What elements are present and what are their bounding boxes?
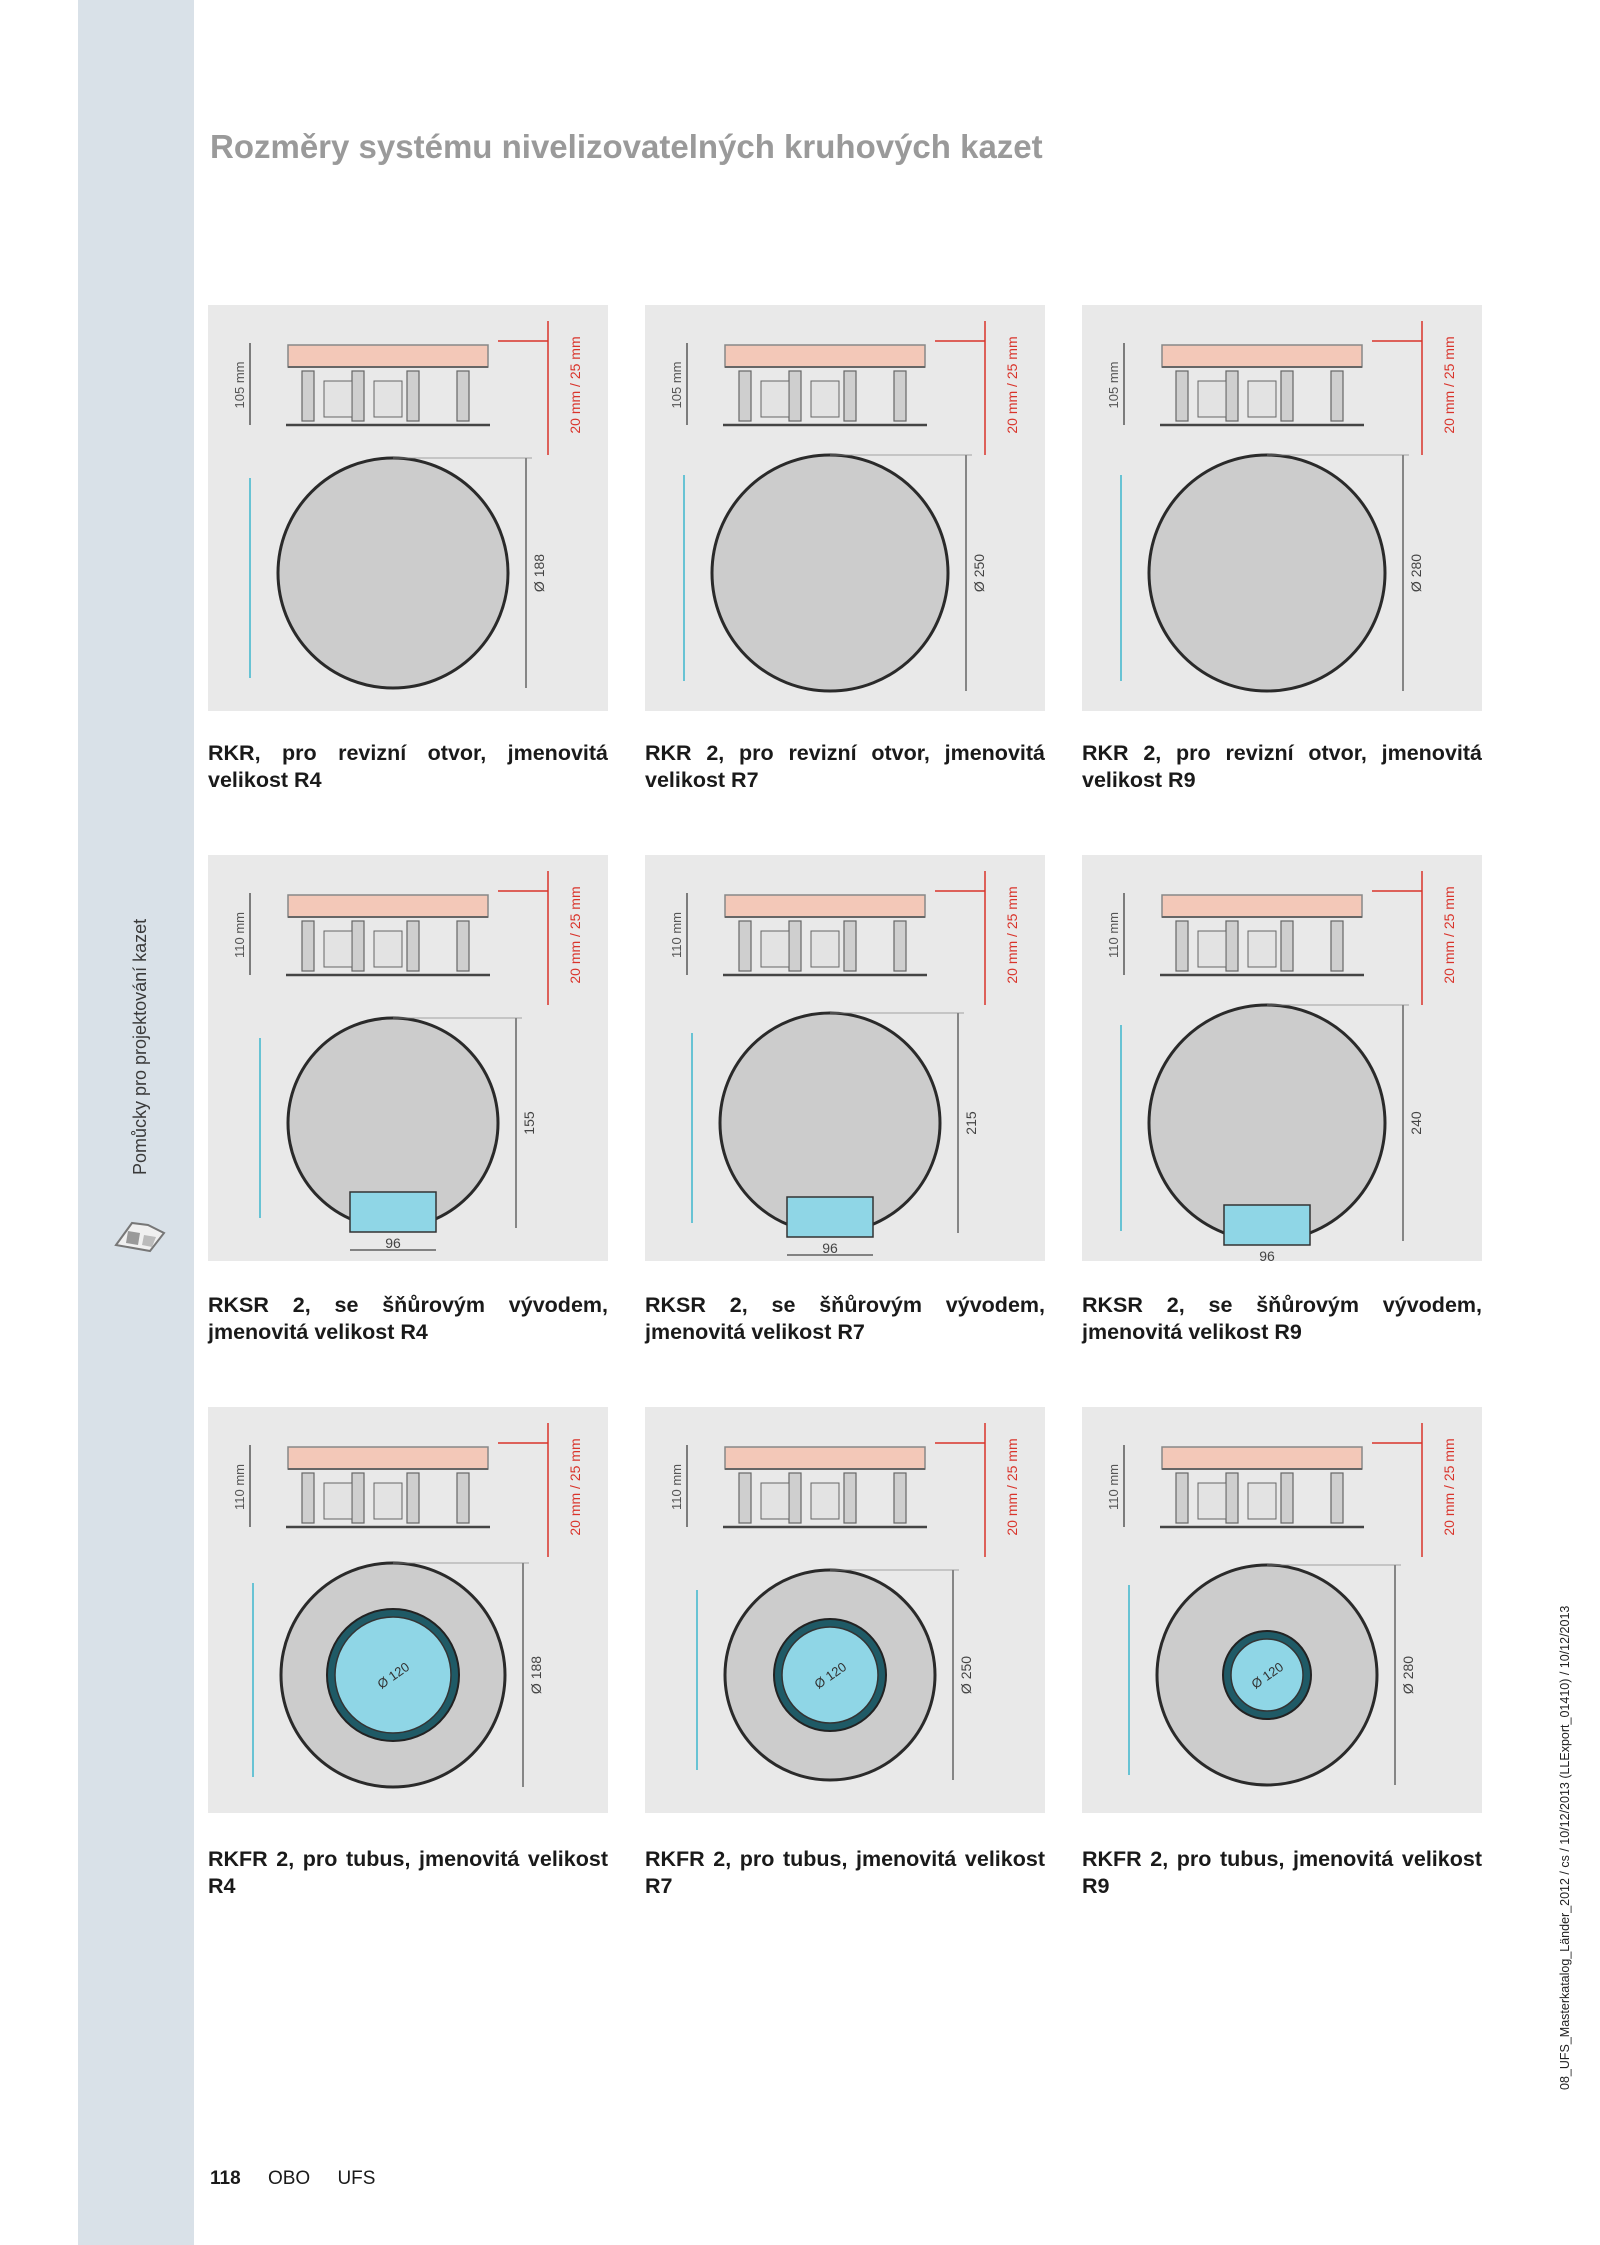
support-leg [1331,371,1343,421]
level-dimension-label: 20 mm / 25 mm [1004,336,1020,434]
figure-rkr2-r7 [645,305,1045,711]
page-footer [210,2168,397,2190]
level-dimension-label: 20 mm / 25 mm [1441,336,1457,434]
socket-module [1198,931,1226,967]
caption-rkr-r4: RKR, pro revizní otvor, jmenovitá velikost R4 [208,741,608,792]
catalog-meta: 08_UFS_Masterkatalog_Länder_2012 / cs / 10/12/2013 (LLExport_01410) / 10/12/2013 [1558,1605,1572,2090]
socket-module [761,381,789,417]
support-leg [1176,921,1188,971]
technical-drawing [645,305,1045,711]
page-title: Rozměry systému nivelizovatelných kruhových kazet [210,128,1043,165]
socket-module [324,931,352,967]
support-leg [1176,1473,1188,1523]
diameter-label: Ø 280 [1408,553,1424,593]
technical-drawing [1082,305,1482,711]
footer-brand: OBO [267,2168,311,2189]
cable-width-label: 96 [1259,1248,1275,1261]
cable-width-label: 96 [385,1235,401,1251]
support-leg [789,371,801,421]
level-dimension-label: 20 mm / 25 mm [567,886,583,984]
height-dimension-label: 105 mm [232,361,247,409]
cover-plate [725,345,925,367]
tubus-diameter-label: Ø 120 [811,1659,850,1692]
support-leg [844,921,856,971]
figure-rkfr2-r4 [208,1407,608,1813]
support-leg [1331,921,1343,971]
support-leg [844,1473,856,1523]
caption-rksr2-r4: RKSR 2, se šňůrovým vývodem, jmenovitá velikost R4 [208,1293,608,1344]
support-leg [1281,371,1293,421]
figure-rkfr2-r7 [645,1407,1045,1813]
figure-rksr2-r4 [208,855,608,1261]
socket-module [374,381,402,417]
height-dimension-label: 110 mm [669,1464,684,1510]
height-dimension-label: 110 mm [669,912,684,958]
figure-rkr2-r9 [1082,305,1482,711]
technical-drawing [1082,855,1482,1261]
support-leg [739,921,751,971]
support-leg [1226,371,1238,421]
support-leg [352,1473,364,1523]
level-dimension-label: 20 mm / 25 mm [567,336,583,434]
cable-outlet [1224,1205,1310,1245]
level-dimension-label: 20 mm / 25 mm [1441,886,1457,984]
figure-rksr2-r7 [645,855,1045,1261]
cassette-plan-circle [278,458,508,688]
cover-plate [288,895,488,917]
socket-module [1248,1483,1276,1519]
socket-module [324,1483,352,1519]
technical-drawing [208,855,608,1261]
diameter-label: 215 [963,1111,979,1135]
socket-module [374,931,402,967]
figure-rksr2-r9 [1082,855,1482,1261]
technical-drawing [645,1407,1045,1813]
support-leg [789,921,801,971]
cassette-plan-circle [712,455,948,691]
cover-plate [1162,345,1362,367]
support-leg [302,371,314,421]
socket-module [811,931,839,967]
level-dimension-label: 20 mm / 25 mm [1004,886,1020,984]
caption-rkfr2-r9: RKFR 2, pro tubus, jmenovitá velikost R9 [1082,1847,1482,1898]
support-leg [302,1473,314,1523]
technical-drawing [645,855,1045,1261]
support-leg [302,921,314,971]
diameter-label: Ø 188 [531,553,547,593]
support-leg [407,1473,419,1523]
socket-module [1248,381,1276,417]
caption-rkr2-r7: RKR 2, pro revizní otvor, jmenovitá velikost R7 [645,741,1045,792]
caption-rksr2-r7: RKSR 2, se šňůrovým vývodem, jmenovitá velikost R7 [645,1293,1045,1344]
cable-outlet [787,1197,873,1237]
level-dimension-label: 20 mm / 25 mm [567,1438,583,1536]
socket-module [324,381,352,417]
figure-rkfr2-r9 [1082,1407,1482,1813]
caption-rkfr2-r4: RKFR 2, pro tubus, jmenovitá velikost R4 [208,1847,608,1898]
diameter-label: Ø 250 [958,1655,974,1695]
height-dimension-label: 110 mm [232,1464,247,1510]
height-dimension-label: 105 mm [669,361,684,409]
support-leg [1176,371,1188,421]
support-leg [352,921,364,971]
socket-module [761,1483,789,1519]
support-leg [789,1473,801,1523]
support-leg [457,1473,469,1523]
diameter-label: Ø 250 [971,553,987,593]
socket-module [761,931,789,967]
height-dimension-label: 105 mm [1106,361,1121,409]
cover-plate [288,345,488,367]
diameter-label: Ø 188 [528,1655,544,1695]
support-leg [844,371,856,421]
side-section-label: Pomůcky pro projektování kazet [130,918,150,1175]
page-number: 118 [210,2168,241,2189]
height-dimension-label: 110 mm [1106,1464,1121,1510]
height-dimension-label: 110 mm [1106,912,1121,958]
tubus-diameter-label: Ø 120 [374,1659,413,1692]
technical-drawing [1082,1407,1482,1813]
cassette-plan-circle [1149,455,1385,691]
socket-module [374,1483,402,1519]
technical-drawing [208,1407,608,1813]
support-leg [352,371,364,421]
socket-module [1198,1483,1226,1519]
level-dimension-label: 20 mm / 25 mm [1004,1438,1020,1536]
support-leg [894,371,906,421]
support-leg [1281,1473,1293,1523]
support-leg [739,371,751,421]
cable-outlet [350,1192,436,1232]
caption-rkfr2-r7: RKFR 2, pro tubus, jmenovitá velikost R7 [645,1847,1045,1898]
caption-rksr2-r9: RKSR 2, se šňůrovým vývodem, jmenovitá velikost R9 [1082,1293,1482,1344]
support-leg [457,921,469,971]
technical-drawing [208,305,608,711]
support-leg [739,1473,751,1523]
cover-plate [1162,1447,1362,1469]
height-dimension-label: 110 mm [232,912,247,958]
level-dimension-label: 20 mm / 25 mm [1441,1438,1457,1536]
support-leg [1226,921,1238,971]
cable-width-label: 96 [822,1240,838,1256]
socket-module [1248,931,1276,967]
support-leg [894,1473,906,1523]
tubus-diameter-label: Ø 120 [1248,1659,1287,1692]
socket-module [1198,381,1226,417]
socket-module [811,1483,839,1519]
support-leg [1281,921,1293,971]
cassette-icon [110,1215,168,1255]
socket-module [811,381,839,417]
support-leg [407,371,419,421]
cover-plate [288,1447,488,1469]
support-leg [1331,1473,1343,1523]
caption-rkr2-r9: RKR 2, pro revizní otvor, jmenovitá velikost R9 [1082,741,1482,792]
cover-plate [1162,895,1362,917]
figure-rkr-r4 [208,305,608,711]
diameter-label: Ø 280 [1400,1655,1416,1695]
cover-plate [725,1447,925,1469]
cover-plate [725,895,925,917]
support-leg [1226,1473,1238,1523]
diameter-label: 240 [1408,1111,1424,1135]
support-leg [457,371,469,421]
footer-section: UFS [337,2168,376,2189]
diameter-label: 155 [521,1111,537,1135]
support-leg [894,921,906,971]
support-leg [407,921,419,971]
